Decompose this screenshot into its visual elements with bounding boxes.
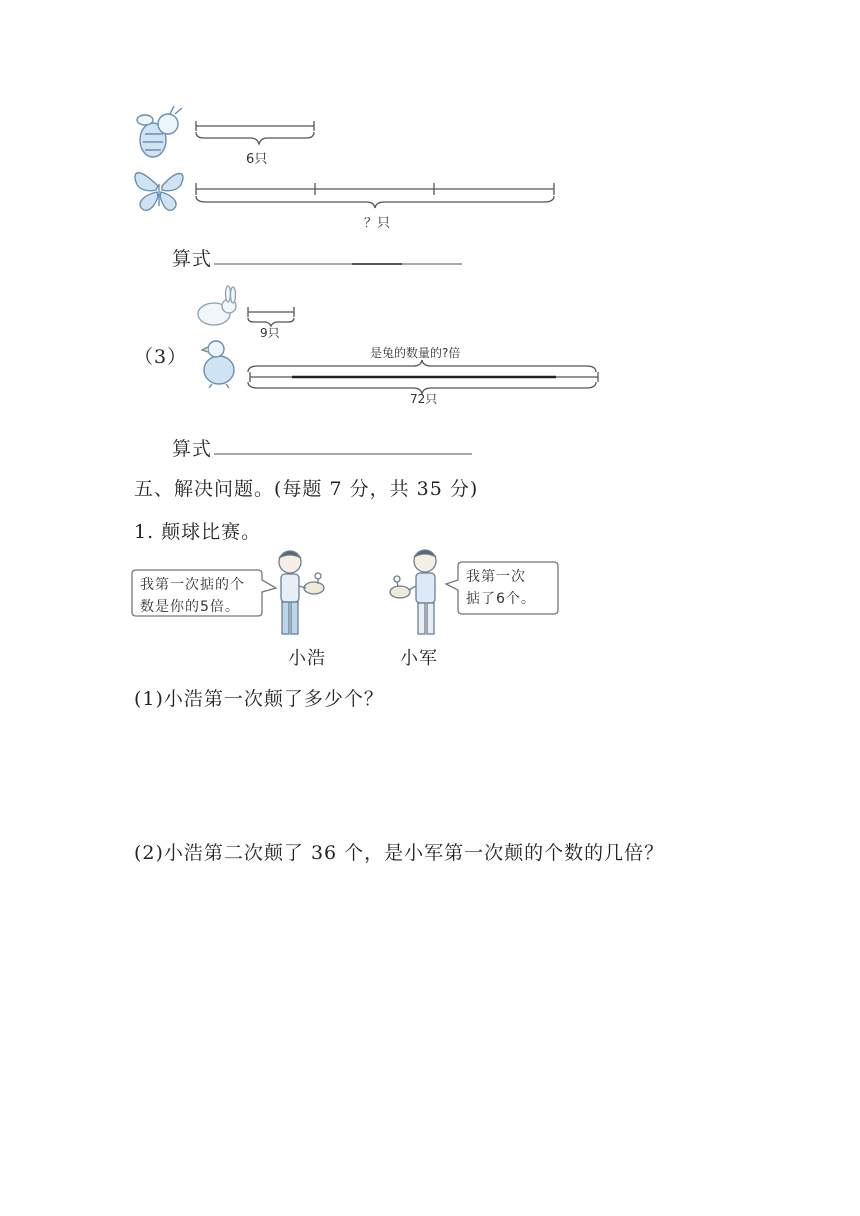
- boy-xiaojun-figure: [390, 550, 436, 634]
- section-heading: 五、解决问题。(每题 7 分，共 35 分): [134, 478, 479, 500]
- right-bubble-line-2: 掂了6个。: [466, 591, 536, 607]
- duck-question-label: 是兔的数量的?倍: [370, 346, 461, 360]
- bee-bar: [196, 121, 314, 144]
- name-xiaojun: 小军: [400, 648, 438, 669]
- duck-icon: [202, 341, 234, 388]
- right-bubble-text: [466, 566, 558, 610]
- duck-bar: [248, 360, 598, 394]
- butterfly-bar: [196, 183, 554, 208]
- sub-question-2: (2)小浩第二次颠了 36 个，是小军第一次颠的个数的几倍？: [134, 842, 665, 864]
- item-number-3: （3）: [134, 346, 188, 368]
- rabbit-count-label: 9只: [260, 326, 280, 340]
- name-xiaohao: 小浩: [288, 648, 326, 669]
- answer-area-2[interactable]: [134, 870, 694, 1070]
- bee-count-label: 6只: [246, 152, 268, 167]
- rabbit-icon: [198, 286, 236, 325]
- butterfly-icon: [135, 173, 183, 211]
- question-1-title: 1. 颠球比赛。: [134, 521, 262, 543]
- left-bubble-line-1: 我第一次掂的个: [140, 577, 245, 593]
- right-bubble-line-1: 我第一次: [466, 569, 526, 585]
- answer-area-1[interactable]: [134, 712, 694, 822]
- bee-icon: [137, 106, 182, 157]
- left-bubble-text: [140, 574, 262, 618]
- formula-label-2: 算式: [172, 438, 213, 460]
- left-bubble-line-2: 数是你的5倍。: [140, 599, 240, 615]
- boy-xiaohao-figure: [279, 551, 324, 634]
- butterfly-count-label: ？只: [364, 216, 391, 231]
- duck-count-label: 72只: [410, 392, 438, 406]
- formula-label-1: 算式: [172, 248, 213, 270]
- sub-question-1: (1)小浩第一次颠了多少个？: [134, 688, 384, 710]
